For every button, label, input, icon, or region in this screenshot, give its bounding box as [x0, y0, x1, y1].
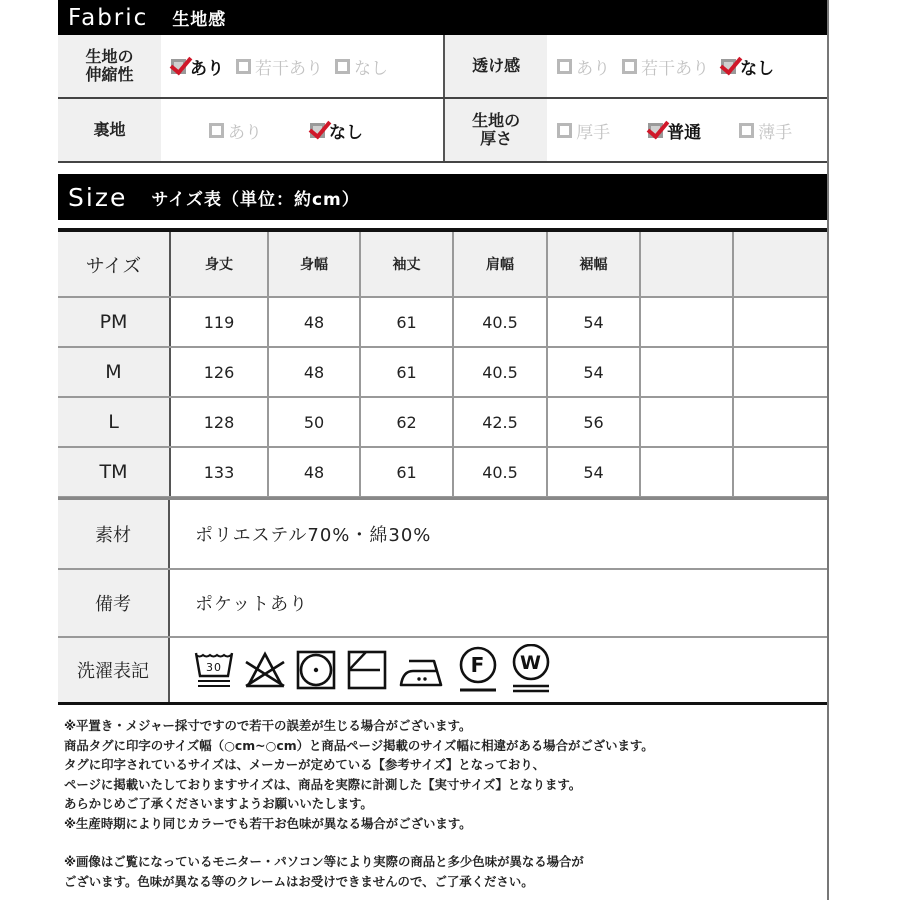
lining-option-yes — [209, 118, 262, 143]
wet-clean-very-gentle-icon — [509, 644, 553, 696]
table-cell: 42.5 — [453, 397, 547, 447]
iron-medium-icon — [397, 649, 447, 691]
remarks-label: 備考 — [58, 570, 170, 636]
table-row — [58, 447, 827, 497]
transparency-label-text: 透け感 — [472, 56, 521, 75]
transparency-label — [445, 35, 547, 97]
svg-text:30: 30 — [206, 661, 222, 674]
remarks-value: ポケットあり — [195, 594, 309, 615]
thickness-option-thick — [557, 118, 610, 143]
fabric-stretch-cell — [58, 35, 443, 97]
table-cell — [640, 447, 733, 497]
checked-checkbox-icon — [310, 123, 325, 138]
checked-checkbox-icon — [648, 123, 663, 138]
table-cell: 40.5 — [453, 297, 547, 347]
option-label: あり — [228, 122, 262, 143]
checked-checkbox-icon — [171, 59, 186, 74]
transparency-options — [547, 35, 827, 97]
table-cell: 40.5 — [453, 447, 547, 497]
care-label: 洗濯表記 — [58, 638, 170, 702]
stretch-label — [58, 35, 161, 97]
svg-text:W: W — [520, 652, 542, 674]
table-cell: 48 — [268, 347, 360, 397]
column-header-empty — [640, 230, 733, 297]
option-label: 厚手 — [576, 122, 611, 143]
thickness-label-line2: 厚さ — [480, 129, 513, 148]
table-cell: 48 — [268, 297, 360, 347]
table-cell — [733, 397, 827, 447]
table-cell: 40.5 — [453, 347, 547, 397]
table-row — [58, 297, 827, 347]
column-header-hem-width: 裾幅 — [547, 230, 640, 297]
fabric-row-lining-thickness — [58, 99, 827, 163]
fabric-lining-cell — [58, 99, 443, 161]
note-line: あらかじめご了承くださいますようお願いいたします。 — [64, 796, 373, 811]
note-line: ※画像はご覧になっているモニター・パソコン等により実際の商品と多少色味が異なる場合が — [64, 854, 584, 869]
stretch-option-none — [335, 54, 388, 79]
remarks-row — [58, 570, 827, 638]
column-header-shoulder-width: 肩幅 — [453, 230, 547, 297]
dry-clean-f-gentle-icon — [456, 646, 500, 694]
size-name-cell: L — [58, 397, 170, 447]
option-label: 若干あり — [641, 58, 710, 79]
table-cell — [640, 397, 733, 447]
empty-checkbox-icon — [739, 123, 754, 138]
table-cell: 56 — [547, 397, 640, 447]
note-line: ページに掲載いたしておりますサイズは、商品を実際に計測した【実寸サイズ】となります。 — [64, 776, 582, 792]
care-row — [58, 638, 827, 705]
column-header-body-width: 身幅 — [268, 230, 360, 297]
lining-option-none — [310, 118, 363, 143]
note-line: タグに印字されているサイズは、メーカーが定めている【参考サイズ】となっており、 — [64, 757, 546, 772]
note-line: ございます。色味が異なる等のクレームはお受けできませんので、ご了承ください。 — [64, 873, 534, 889]
note-line: 商品タグに印字のサイズ幅（○cm~○cm）と商品ページ掲載のサイズ幅に相違がある場合がございます。 — [64, 737, 654, 753]
tumble-dry-low-icon — [295, 649, 337, 691]
empty-checkbox-icon — [335, 59, 350, 74]
fabric-transparency-cell — [443, 35, 827, 97]
product-details — [58, 497, 827, 705]
size-name-cell: TM — [58, 447, 170, 497]
option-label: あり — [576, 58, 611, 79]
option-label: 若干あり — [255, 58, 323, 79]
table-cell: 54 — [547, 347, 640, 397]
stretch-label-line2: 伸縮性 — [85, 65, 134, 84]
transparency-option-yes — [557, 54, 610, 79]
empty-checkbox-icon — [622, 59, 637, 74]
product-spec-sheet — [58, 0, 829, 900]
size-name-cell: PM — [58, 297, 170, 347]
thickness-option-thin — [739, 118, 792, 143]
table-row — [58, 347, 827, 397]
note-line: ※平置き・メジャー採寸ですので若干の誤差が生じる場合がございます。 — [64, 718, 472, 733]
option-label: なし — [329, 122, 363, 143]
table-cell: 62 — [360, 397, 453, 447]
line-dry-shade-icon — [346, 649, 388, 691]
stretch-options — [161, 35, 443, 97]
lining-label-text: 裏地 — [93, 120, 126, 139]
option-label: なし — [354, 58, 388, 79]
table-cell: 61 — [360, 347, 453, 397]
fabric-properties-grid — [58, 35, 827, 163]
transparency-option-none — [721, 54, 774, 79]
table-cell — [640, 297, 733, 347]
fabric-title-en: Fabric — [68, 4, 149, 31]
empty-checkbox-icon — [209, 123, 224, 138]
option-label: 普通 — [667, 122, 702, 143]
size-title-jp: サイズ表（単位：約cm） — [151, 189, 360, 210]
lining-label — [58, 99, 161, 161]
table-cell: 61 — [360, 297, 453, 347]
transparency-option-slight — [622, 54, 709, 79]
size-chart-table — [58, 228, 827, 498]
material-row — [58, 500, 827, 570]
empty-checkbox-icon — [557, 59, 572, 74]
size-title-en: Size — [68, 182, 128, 212]
wash-30-gentle-icon — [193, 649, 235, 691]
table-cell: 119 — [170, 297, 268, 347]
column-header-length: 身丈 — [170, 230, 268, 297]
checked-checkbox-icon — [721, 59, 736, 74]
svg-text:F: F — [470, 653, 486, 677]
option-label: 薄手 — [758, 122, 793, 143]
table-cell — [733, 347, 827, 397]
empty-checkbox-icon — [557, 123, 572, 138]
table-row — [58, 397, 827, 447]
fabric-row-stretch-transparency — [58, 35, 827, 99]
table-cell — [733, 297, 827, 347]
no-bleach-icon — [244, 649, 286, 691]
column-header-empty — [733, 230, 827, 297]
table-cell — [733, 447, 827, 497]
table-cell: 61 — [360, 447, 453, 497]
option-label: あり — [190, 58, 224, 79]
care-symbols — [170, 638, 827, 702]
thickness-options — [547, 99, 827, 161]
option-label: なし — [740, 58, 775, 79]
fabric-thickness-cell — [443, 99, 827, 161]
size-table-header-row — [58, 230, 827, 297]
disclaimer-notes — [64, 716, 824, 891]
material-label: 素材 — [58, 500, 170, 568]
fabric-title-jp: 生地感 — [172, 10, 227, 30]
lining-options — [161, 99, 443, 161]
table-cell: 50 — [268, 397, 360, 447]
size-section-header — [58, 174, 827, 220]
table-cell: 126 — [170, 347, 268, 397]
material-value: ポリエステル70%・綿30% — [195, 525, 432, 546]
thickness-label-line1: 生地の — [472, 111, 521, 130]
table-cell: 133 — [170, 447, 268, 497]
table-cell: 54 — [547, 447, 640, 497]
fabric-section-header — [58, 0, 827, 35]
table-cell: 48 — [268, 447, 360, 497]
size-name-cell: M — [58, 347, 170, 397]
table-cell: 54 — [547, 297, 640, 347]
note-spacer — [64, 833, 824, 852]
stretch-label-line1: 生地の — [85, 47, 134, 66]
table-cell: 128 — [170, 397, 268, 447]
note-line: ※生産時期により同じカラーでも若干お色味が異なる場合がございます。 — [64, 815, 472, 831]
thickness-label — [445, 99, 547, 161]
stretch-option-slight — [236, 54, 323, 79]
column-header-size: サイズ — [58, 230, 170, 297]
table-cell — [640, 347, 733, 397]
thickness-option-normal — [648, 118, 701, 143]
empty-checkbox-icon — [236, 59, 251, 74]
column-header-sleeve-length: 袖丈 — [360, 230, 453, 297]
stretch-option-yes — [171, 54, 224, 79]
